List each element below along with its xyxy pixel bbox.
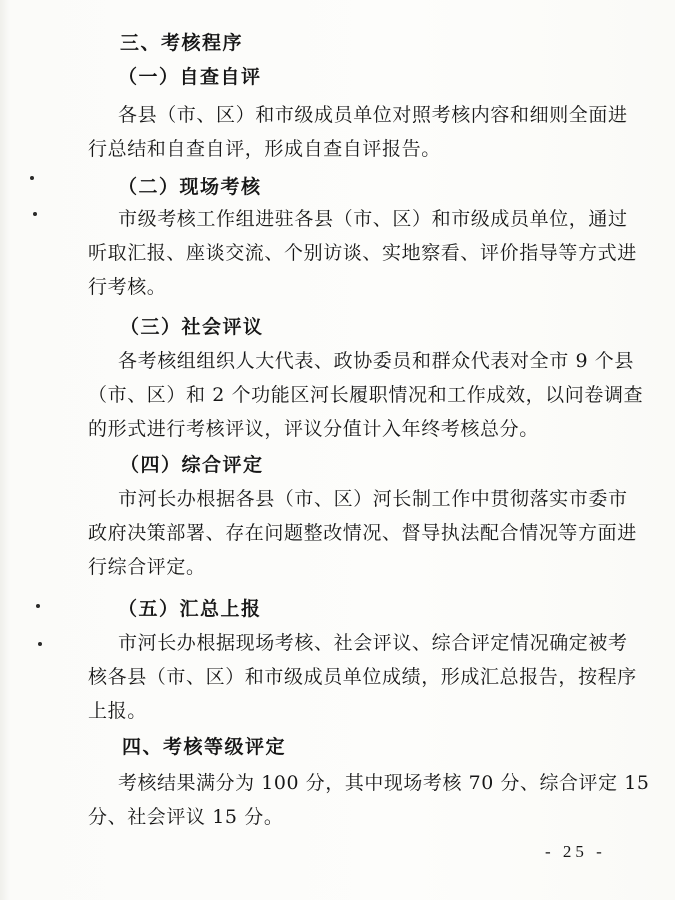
paragraph-line: 上报。 [88, 700, 147, 722]
section-heading: 四、考核等级评定 [122, 736, 287, 758]
paragraph-line: 行综合评定。 [88, 556, 206, 578]
paragraph-line: 市级考核工作组进驻各县（市、区）和市级成员单位，通过 [118, 208, 628, 230]
section-heading: （三）社会评议 [120, 316, 264, 338]
section-heading: 三、考核程序 [120, 32, 244, 54]
paragraph-line: 政府决策部署、存在问题整改情况、督导执法配合情况等方面进 [88, 522, 637, 544]
paragraph-line: 各考核组组织人大代表、政协委员和群众代表对全市 9 个县 [118, 350, 634, 372]
page-number: - 25 - [545, 842, 606, 861]
scan-speck [33, 212, 37, 216]
scan-speck [38, 642, 42, 646]
scan-speck [36, 604, 40, 608]
scan-speck [30, 176, 34, 180]
paragraph-line: 市河长办根据各县（市、区）河长制工作中贯彻落实市委市 [118, 488, 628, 510]
paragraph-line: 行考核。 [88, 276, 167, 298]
paragraph-line: （市、区）和 2 个功能区河长履职情况和工作成效，以问卷调查 [88, 384, 644, 406]
paragraph-line: 分、社会评议 15 分。 [88, 806, 284, 828]
paragraph-line: 行总结和自查自评，形成自查自评报告。 [88, 138, 441, 160]
paragraph-line: 各县（市、区）和市级成员单位对照考核内容和细则全面进 [118, 104, 628, 126]
paragraph-line: 考核结果满分为 100 分，其中现场考核 70 分、综合评定 15 [118, 772, 650, 794]
paragraph-line: 听取汇报、座谈交流、个别访谈、实地察看、评价指导等方式进 [88, 242, 637, 264]
section-heading: （二）现场考核 [118, 176, 262, 198]
paragraph-line: 的形式进行考核评议，评议分值计入年终考核总分。 [88, 418, 539, 440]
paragraph-line: 市河长办根据现场考核、社会评议、综合评定情况确定被考 [118, 632, 628, 654]
paragraph-line: 核各县（市、区）和市级成员单位成绩，形成汇总报告，按程序 [88, 666, 637, 688]
section-heading: （五）汇总上报 [118, 598, 262, 620]
section-heading: （四）综合评定 [120, 454, 264, 476]
section-heading: （一）自查自评 [118, 66, 262, 88]
